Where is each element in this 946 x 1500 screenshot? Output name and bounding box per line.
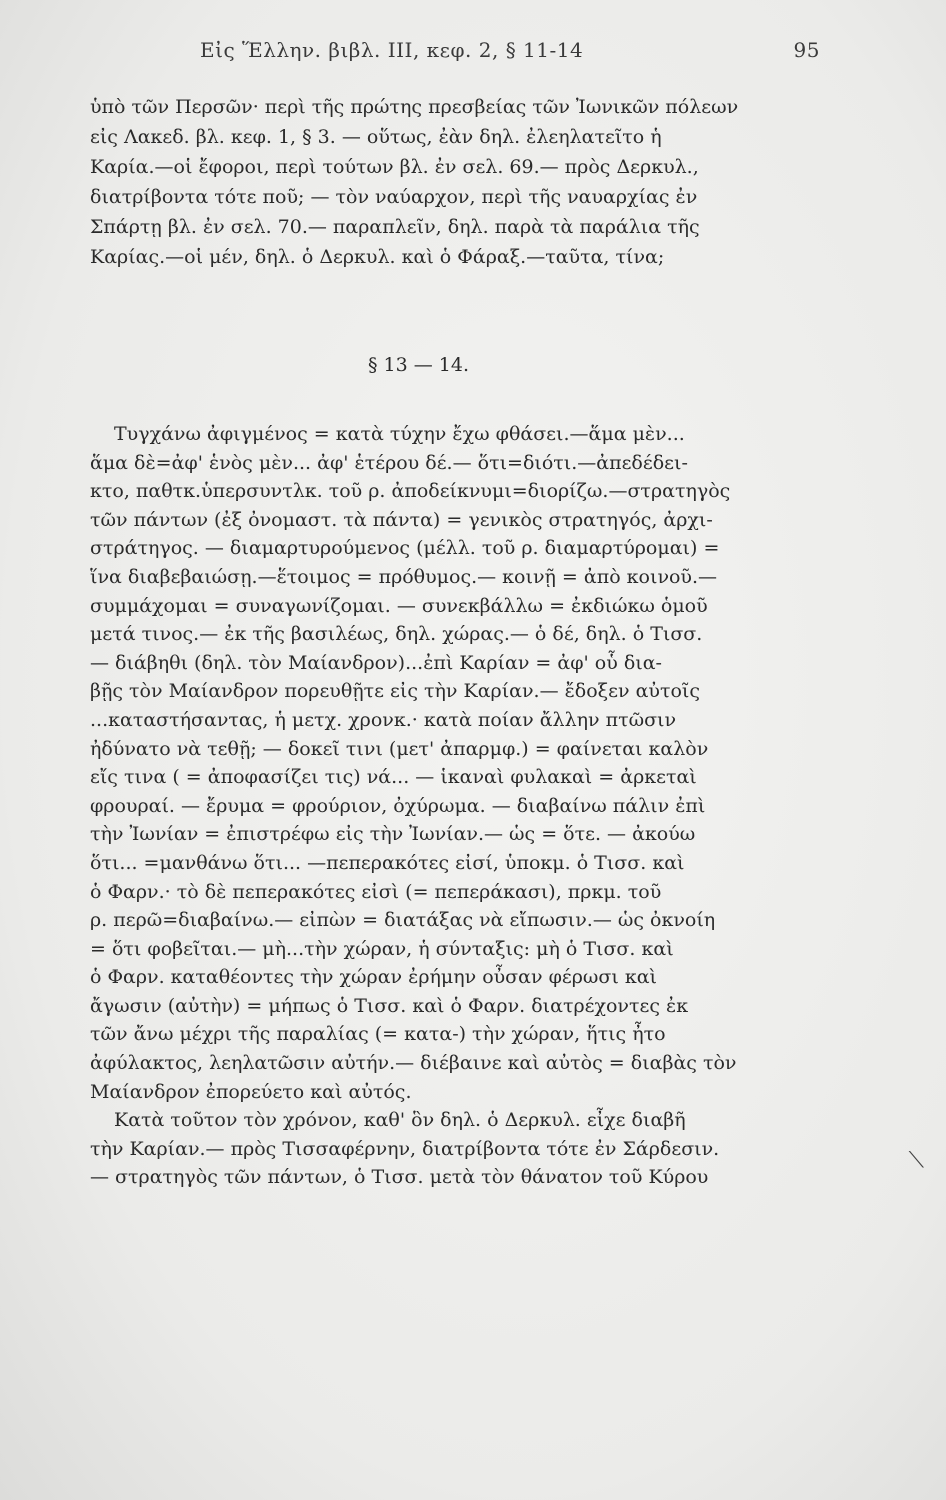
text-line: ...καταστήσαντας, ἡ μετχ. χρονκ.· κατὰ ποίαν ἄλλην πτῶσιν: [90, 708, 677, 731]
running-title: Εἰς Ἕλλην. βιβλ. ΙΙΙ, κεφ. 2, § 11-14: [200, 38, 584, 62]
text-line: Κατὰ τοῦτον τὸν χρόνον, καθ' ὃν δηλ. ὁ Δερκυλ. εἶχε διαβῆ: [114, 1109, 686, 1132]
text-line: ἠδύνατο νὰ τεθῇ; — δοκεῖ τινι (μετ' ἀπαρμφ.) = φαίνεται καλὸν: [90, 737, 709, 760]
text-line: = ὅτι φοβεῖται.— μὴ...τὴν χώραν, ἡ σύνταξις: μὴ ὁ Τισσ. καὶ: [90, 937, 674, 960]
text-line: συμμάχομαι = συναγωνίζομαι. — συνεκβάλλω = ἐκδιώκω ὁμοῦ: [90, 594, 708, 617]
text-line: Καρίας.—οἱ μέν, δηλ. ὁ Δερκυλ. καὶ ὁ Φάραξ.—ταῦτα, τίνα;: [90, 246, 665, 268]
text-line: ἀφύλακτος, λεηλατῶσιν αὐτήν.— διέβαινε καὶ αὐτὸς = διαβὰς τὸν: [90, 1052, 737, 1075]
section-heading: § 13 — 14.: [368, 354, 470, 376]
text-line: τῶν πάντων (ἐξ ὀνομαστ. τὰ πάντα) = γενικὸς στρατηγός, ἀρχι-: [90, 508, 713, 531]
page-header: [200, 38, 840, 72]
text-line: ὁ Φαρν.· τὸ δὲ πεπερακότες εἰσὶ (= πεπεράκασι), πρκμ. τοῦ: [90, 880, 662, 903]
text-line: μετά τινος.— ἐκ τῆς βασιλέως, δηλ. χώρας.— ὁ δέ, δηλ. ὁ Τισσ.: [90, 623, 703, 646]
text-line: τὴν Καρίαν.— πρὸς Τισσαφέρνην, διατρίβοντα τότε ἐν Σάρδεσιν.: [90, 1137, 720, 1160]
text-line: ἵνα διαβεβαιώσῃ.—ἕτοιμος = πρόθυμος.— κοινῇ = ἀπὸ κοινοῦ.—: [90, 565, 718, 588]
text-line: στράτηγος. — διαμαρτυρούμενος (μέλλ. τοῦ ρ. διαμαρτύρομαι) =: [90, 537, 720, 560]
text-line: Σπάρτῃ βλ. ἐν σελ. 70.— παραπλεῖν, δηλ. παρὰ τὰ παράλια τῆς: [90, 216, 700, 238]
text-line: ἄγωσιν (αὐτὴν) = μήπως ὁ Τισσ. καὶ ὁ Φαρν. διατρέχοντες ἐκ: [90, 994, 689, 1017]
text-line: — διάβηθι (δηλ. τὸν Μαίανδρον)...ἐπὶ Καρίαν = ἀφ' οὗ δια-: [90, 651, 662, 674]
text-line: — στρατηγὸς τῶν πάντων, ὁ Τισσ. μετὰ τὸν θάνατον τοῦ Κύρου: [90, 1166, 709, 1189]
text-line: εἰς Λακεδ. βλ. κεφ. 1, § 3. — οὕτως, ἐὰν δηλ. ἐλεηλατεῖτο ἡ: [90, 126, 662, 148]
text-line: ὅτι... =μανθάνω ὅτι... —πεπερακότες εἰσί, ὑποκμ. ὁ Τισσ. καὶ: [90, 851, 685, 874]
text-line: Τυγχάνω ἀφιγμένος = κατὰ τύχην ἔχω φθάσει.—ἅμα μὲν...: [114, 423, 685, 445]
margin-mark-icon: ⟍: [908, 1148, 924, 1173]
text-line: εἴς τινα ( = ἀποφασίζει τις) νά... — ἱκαναὶ φυλακαὶ = ἀρκεταὶ: [90, 766, 697, 789]
text-line: Καρία.—οἱ ἔφοροι, περὶ τούτων βλ. ἐν σελ. 69.— πρὸς Δερκυλ.,: [90, 156, 699, 178]
text-line: ὁ Φαρν. καταθέοντες τὴν χώραν ἐρήμην οὖσαν φέρωσι καὶ: [90, 966, 657, 989]
notes-top-block: [90, 92, 830, 272]
text-line: τὴν Ἰωνίαν = ἐπιστρέφω εἰς τὴν Ἰωνίαν.— ὡς = ὅτε. — ἀκούω: [90, 823, 696, 846]
text-line: διατρίβοντα τότε ποῦ; — τὸν ναύαρχον, περὶ τῆς ναυαρχίας ἐν: [90, 186, 698, 208]
notes-main-block: [90, 420, 830, 1192]
text-line: βῇς τὸν Μαίανδρον πορευθῇτε εἰς τὴν Καρίαν.— ἔδοξεν αὐτοῖς: [90, 680, 701, 703]
text-line: ὑπὸ τῶν Περσῶν· περὶ τῆς πρώτης πρεσβείας τῶν Ἰωνικῶν πόλεων: [90, 96, 739, 118]
text-line: φρουραί. — ἔρυμα = φρούριον, ὀχύρωμα. — διαβαίνω πάλιν ἐπὶ: [90, 794, 706, 817]
page-number: 95: [793, 38, 820, 62]
text-line: κτο, παθτκ.ὑπερσυντλκ. τοῦ ρ. ἀποδείκνυμι=διορίζω.—στρατηγὸς: [90, 480, 731, 503]
text-line: ἅμα δὲ=ἀφ' ἑνὸς μὲν... ἀφ' ἑτέρου δέ.— ὅτι=διότι.—ἀπεδέδει-: [90, 451, 688, 474]
text-line: ρ. περῶ=διαβαίνω.— εἰπὼν = διατάξας νὰ εἴπωσιν.— ὡς ὀκνοίη: [90, 909, 716, 932]
text-line: Μαίανδρον ἐπορεύετο καὶ αὐτός.: [90, 1080, 412, 1103]
text-line: τῶν ἄνω μέχρι τῆς παραλίας (= κατα-) τὴν χώραν, ἥτις ἦτο: [90, 1023, 666, 1046]
